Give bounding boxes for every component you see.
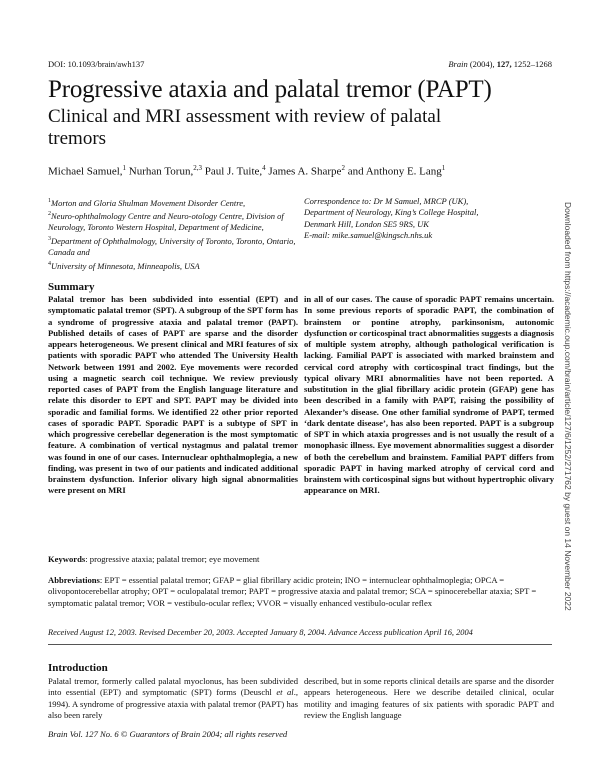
affiliation-marker: 1 xyxy=(48,198,51,204)
correspondence xyxy=(304,196,554,242)
journal-year: (2004), xyxy=(469,59,495,69)
affiliation-text: Neuro-ophthalmology Centre and Neuro-otology Centre, Division of Neurology, Toronto Western Hospital, Department of Medicine, xyxy=(48,211,284,233)
affiliation-marker: 4 xyxy=(48,260,51,267)
author-affiliation-marker: 2,3 xyxy=(193,164,202,172)
author-name: Michael Samuel, xyxy=(48,165,123,178)
download-watermark: Downloaded from https://academic.oup.com/brain/article/127/6/1252/271762 by guest on 14 November 2022 xyxy=(563,202,573,611)
author-affiliation-marker: 4 xyxy=(262,164,266,172)
author-name: Nurhan Torun, xyxy=(126,165,194,178)
abbreviations-text: : EPT = essential palatal tremor; GFAP = glial fibrillary acidic protein; INO = internuclear ophthalmoplegia; OPCA = olivopontocerebellar atrophy; OPT = oculopalatal tremor; PAPT = progressive ataxia and palatal tremor; SCA = spinocerebellar ataxia; SPT = symptomatic palatal tremor; VOR = vestibulo-ocular reflex; VVOR = visually enhanced vestibulo-ocular reflex xyxy=(48,575,537,608)
affiliation-marker: 3 xyxy=(48,235,51,242)
introduction-heading: Introduction xyxy=(48,662,108,674)
affiliations xyxy=(48,196,300,272)
affiliation-text: Morton and Gloria Shulman Movement Disorder Centre, xyxy=(51,197,246,208)
author-name: Paul J. Tuite, xyxy=(201,165,263,178)
summary-right-column: in all of our cases. The cause of sporadic PAPT remains uncertain. In some previous reports of sporadic PAPT, the combination of brainstem or pontine atrophy, parkinsonism, autonomic dysfunction or corticospinal tract abnormalities suggests a diagnosis of multiple system atrophy, although pathological verification is lacking. Familial PAPT is associated with marked brainstem and cervical cord atrophy with corticospinal tract findings, but the typical olivary MRI abnormalities have not been reported. A substitution in the glial fibrillary acidic protein (GFAP) gene has been described in a family with PAPT, raising the possibility of Alexander’s disease. One other familial syndrome of PAPT, termed ‘dark dentate disease’, has also been reported. PAPT is a subgroup of SPT in which ataxia progresses and is not usually the result of a monophasic illness. Eye movement abnormalities suggest a disorder of both the cerebellum and brainstem. Familial PAPT differs from sporadic PAPT in having marked atrophy of cervical cord and brainstem with corticospinal signs but without hypertrophic olivary appearance on MRI. xyxy=(304,294,554,496)
divider xyxy=(48,644,552,645)
affiliation-text: Department of Ophthalmology, University of Toronto, Toronto, Ontario, Canada and xyxy=(48,235,296,258)
correspondence-line: Denmark Hill, London SE5 9RS, UK xyxy=(304,218,429,229)
introduction-right-column: described, but in some reports clinical details are sparse and the disorder appears heterogeneous. Here we describe detailed clinical, ocular motility and imaging features of six patients with sporadic PAPT and review the English language xyxy=(304,676,554,720)
keywords-label: Keywords xyxy=(48,554,86,564)
abbreviations-label: Abbreviations xyxy=(48,575,100,585)
introduction-text: Palatal tremor, formerly called palatal myoclonus, has been subdivided into essential (EPT) and symptomatic (SPT) forms (Deuschl xyxy=(48,676,298,698)
author-affiliation-marker: 1 xyxy=(441,164,446,172)
doi[interactable]: DOI: 10.1093/brain/awh137 xyxy=(48,59,145,69)
article-title: Progressive ataxia and palatal tremor (PAPT) xyxy=(48,76,492,103)
journal-citation xyxy=(448,59,552,69)
author-list xyxy=(48,164,445,178)
summary-left-column: Palatal tremor has been subdivided into essential (EPT) and symptomatic palatal tremor (SPT). A subgroup of the SPT form has a syndrome of progressive ataxia and palatal tremor (PAPT). Published details of cases of PAPT are sparse and the disorder appears heterogeneous. We present clinical and MRI features of six patients with sporadic PAPT who attended The University Health Network between 1991 and 2002. Eye movements were recorded using a magnetic search coil technique. We review previously reported cases of PAPT from the English language literature and relate this disorder to EPT and SPT. PAPT may be divided into sporadic and familial forms. We identified 22 other prior reported cases of sporadic PAPT. Sporadic PAPT is a subtype of SPT in which progressive cerebellar degeneration is the most symptomatic feature. A combination of vertical nystagmus and palatal tremor was found in one of our cases. Internuclear ophthalmoplegia, a new finding, was present in two of our patients and indicated additional brainstem dysfunction. Inferior olivary high signal abnormalities were present on MRI xyxy=(48,294,298,496)
correspondence-line: Correspondence to: Dr M Samuel, MRCP (UK), xyxy=(304,196,469,206)
introduction-text: ., 1994). A syndrome of progressive ataxia with palatal tremor (PAPT) has also been rarely xyxy=(48,687,298,720)
keywords-text: : progressive ataxia; palatal tremor; eye movement xyxy=(85,554,260,564)
journal-pages: 1252–1268 xyxy=(513,59,552,69)
summary-heading: Summary xyxy=(48,281,95,293)
author-name: and Anthony E. Lang xyxy=(344,165,442,178)
author-affiliation-marker: 1 xyxy=(122,164,127,172)
affiliation-text: University of Minnesota, Minneapolis, USA xyxy=(51,260,200,271)
correspondence-email[interactable]: E-mail: mike.samuel@kingsch.nhs.uk xyxy=(304,230,433,241)
journal-volume: 127, xyxy=(496,59,512,69)
introduction-left-column xyxy=(48,676,298,721)
journal-name: Brain xyxy=(448,59,468,69)
keywords xyxy=(48,554,259,564)
article-subtitle: Clinical and MRI assessment with review of palatal tremors xyxy=(48,106,442,149)
abbreviations xyxy=(48,575,553,609)
author-affiliation-marker: 2 xyxy=(341,164,345,172)
received-dates: Received August 12, 2003. Revised December 20, 2003. Accepted January 8, 2004. Advance Access publication April 16, 2004 xyxy=(48,628,473,637)
introduction-et-al: et al xyxy=(276,687,294,698)
correspondence-line: Department of Neurology, King’s College Hospital, xyxy=(304,207,479,218)
affiliation-marker: 2 xyxy=(48,211,51,218)
page-footer: Brain Vol. 127 No. 6 © Guarantors of Brain 2004; all rights reserved xyxy=(48,729,288,739)
author-name: James A. Sharpe xyxy=(265,165,342,178)
